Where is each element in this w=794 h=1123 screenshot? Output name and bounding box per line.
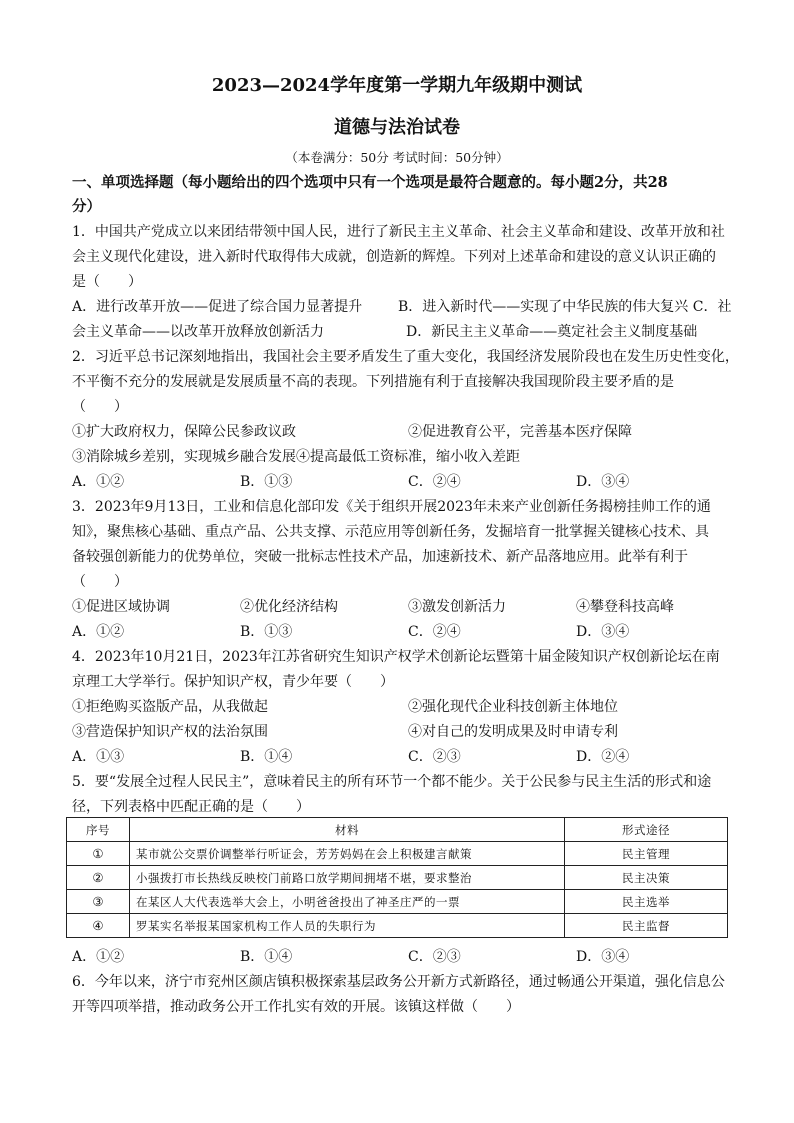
- table-cell: 某市就公交票价调整举行听证会，芳芳妈妈在会上积极建言献策: [130, 842, 565, 866]
- question-5-stem: 径，下列表格中匹配正确的是（ ）: [72, 799, 310, 815]
- question-3-option-a: A．①②: [72, 624, 125, 640]
- question-3-statement-4: ④攀登科技高峰: [576, 599, 674, 615]
- question-5-option-d: D．③④: [576, 949, 630, 965]
- question-5-option-c: C．②③: [408, 949, 461, 965]
- section-heading: 一、单项选择题（每小题给出的四个选项中只有一个选项是最符合题意的。每小题2分，共28: [72, 174, 668, 191]
- exam-title: 2023—2024学年度第一学期九年级期中测试: [211, 75, 583, 96]
- exam-note: （本卷满分：50分 考试时间：50分钟）: [285, 150, 509, 165]
- question-4-option-c: C．②③: [408, 749, 461, 765]
- question-3-statement-1: ①促进区域协调: [72, 599, 170, 615]
- table-cell: 民主管理: [565, 842, 728, 866]
- table-cell: ②: [67, 866, 130, 890]
- table-row: [67, 866, 728, 890]
- table-cell: ①: [67, 842, 130, 866]
- question-1-option-d: D．新民主主义革命——奠定社会主义制度基础: [406, 324, 698, 340]
- question-3-stem: 知》，聚焦核心基础、重点产品、公共支撑、示范应用等创新任务，发掘培育一批掌握关键核心技术、具: [72, 524, 709, 540]
- table-header-row: [67, 818, 728, 842]
- question-3-stem: （ ）: [72, 574, 128, 590]
- table-row: [67, 842, 728, 866]
- table-cell: 在某区人大代表选举大会上，小明爸爸投出了神圣庄严的一票: [130, 890, 565, 914]
- question-2-option-a: A．①②: [72, 474, 125, 490]
- question-2-stem: （ ）: [72, 399, 128, 415]
- question-3-option-c: C．②④: [408, 624, 461, 640]
- question-5-stem: 5．要“发展全过程人民民主”，意味着民主的所有环节一个都不能少。关于公民参与民主生活的形式和途: [72, 774, 712, 790]
- question-1-option-c: 会主义革命——以改革开放释放创新活力: [72, 324, 324, 340]
- question-4-option-b: B．①④: [240, 749, 293, 765]
- section-heading-cont: 分）: [72, 198, 101, 215]
- question-5-table: [66, 817, 728, 938]
- table-cell: 民主监督: [565, 914, 728, 938]
- table-header-cell: 材料: [130, 818, 565, 842]
- question-3-statement-3: ③激发创新活力: [408, 599, 506, 615]
- table-row: [67, 890, 728, 914]
- table-cell: 民主选举: [565, 890, 728, 914]
- question-2-option-c: C．②④: [408, 474, 461, 490]
- question-1-stem: 会主义现代化建设，进入新时代取得伟大成就，创造新的辉煌。下列对上述革命和建设的意义认识正确的: [72, 249, 716, 265]
- question-4-statement-4: ④对自己的发明成果及时申请专利: [408, 724, 618, 740]
- question-4-statement-1: ①拒绝购买盗版产品，从我做起: [72, 699, 268, 715]
- table-header-cell: 序号: [67, 818, 130, 842]
- question-2-statement-3: ③消除城乡差别，实现城乡融合发展④提高最低工资标准，缩小收入差距: [72, 449, 520, 465]
- question-2-statement-2: ②促进教育公平，完善基本医疗保障: [408, 424, 632, 440]
- question-4-option-d: D．②④: [576, 749, 630, 765]
- table-header-cell: 形式途径: [565, 818, 728, 842]
- question-3-option-d: D．③④: [576, 624, 630, 640]
- table-cell: 罗某实名举报某国家机构工作人员的失职行为: [130, 914, 565, 938]
- table-cell: ④: [67, 914, 130, 938]
- question-4-statement-3: ③营造保护知识产权的法治氛围: [72, 724, 268, 740]
- question-4-option-a: A．①③: [72, 749, 125, 765]
- question-3-stem: 3．2023年9月13日，工业和信息化部印发《关于组织开展2023年未来产业创新任务揭榜挂帅工作的通: [72, 499, 711, 515]
- question-2-stem: 2．习近平总书记深刻地指出，我国社会主要矛盾发生了重大变化，我国经济发展阶段也在发生历史性变化，: [72, 349, 739, 365]
- question-3-option-b: B．①③: [240, 624, 293, 640]
- question-1-option-a: A．进行改革开放——促进了综合国力显著提升: [72, 299, 363, 315]
- question-6-stem: 6．今年以来，济宁市兖州区颜店镇积极探索基层政务公开新方式新路径，通过畅通公开渠道，强化信息公: [72, 974, 725, 990]
- question-3-stem: 备较强创新能力的优势单位，突破一批标志性技术产品，加速新技术、新产品落地应用。此举有利于: [72, 549, 688, 565]
- table-row: [67, 914, 728, 938]
- question-3-statement-2: ②优化经济结构: [240, 599, 338, 615]
- question-2-option-d: D．③④: [576, 474, 630, 490]
- question-4-stem: 京理工大学举行。保护知识产权，青少年要（ ）: [72, 674, 394, 690]
- question-6-stem: 开等四项举措，推动政务公开工作扎实有效的开展。该镇这样做（ ）: [72, 999, 520, 1015]
- question-5-option-a: A．①②: [72, 949, 125, 965]
- question-5-option-b: B．①④: [240, 949, 293, 965]
- question-1-option-b: B．进入新时代——实现了中华民族的伟大复兴 C．社: [398, 299, 732, 315]
- question-2-stem: 不平衡不充分的发展就是发展质量不高的表现。下列措施有利于直接解决我国现阶段主要矛盾的是: [72, 374, 674, 390]
- question-4-stem: 4．2023年10月21日，2023年江苏省研究生知识产权学术创新论坛暨第十届金陵知识产权创新论坛在南: [72, 649, 720, 665]
- table-cell: ③: [67, 890, 130, 914]
- exam-subtitle: 道德与法治试卷: [334, 117, 460, 138]
- question-2-statement-1: ①扩大政府权力，保障公民参政议政: [72, 424, 296, 440]
- table-cell: 民主决策: [565, 866, 728, 890]
- question-4-statement-2: ②强化现代企业科技创新主体地位: [408, 699, 618, 715]
- question-1-stem: 是（ ）: [72, 274, 142, 290]
- table-cell: 小强拨打市长热线反映校门前路口放学期间拥堵不堪，要求整治: [130, 866, 565, 890]
- question-2-option-b: B．①③: [240, 474, 293, 490]
- question-1-stem: 1．中国共产党成立以来团结带领中国人民，进行了新民主主义革命、社会主义革命和建设、改革开放和社: [72, 224, 725, 240]
